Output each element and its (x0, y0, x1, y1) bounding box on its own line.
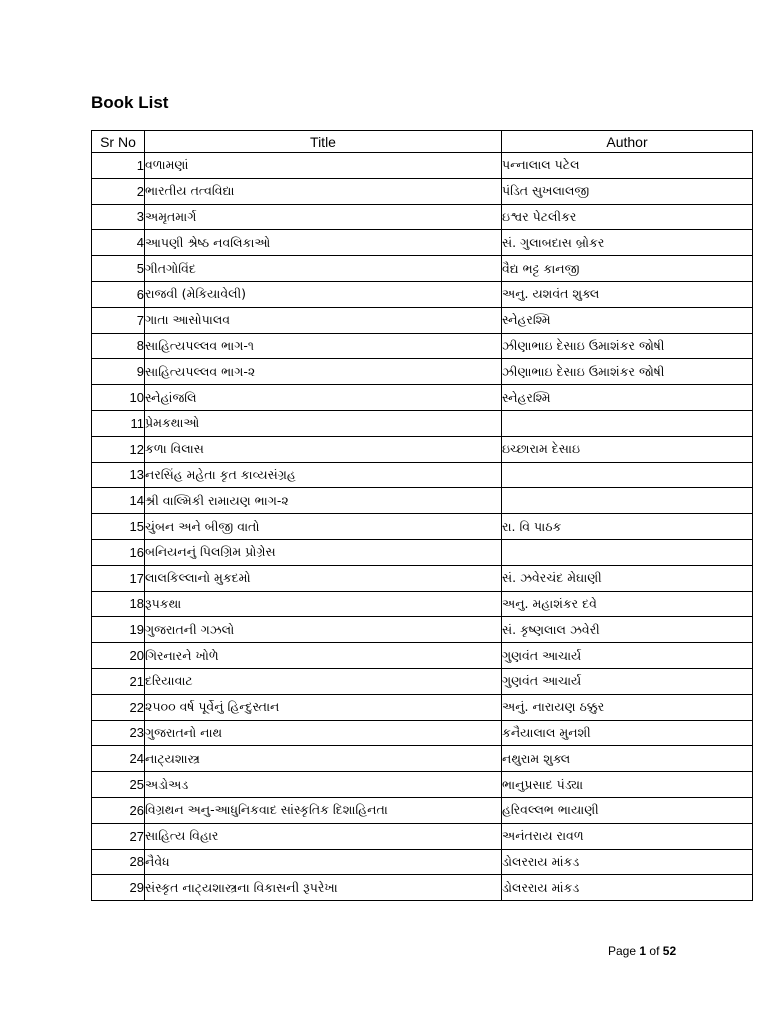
row-author: નથુરામ શુક્લ (502, 746, 753, 772)
row-title: લાલકિલ્લાનો મુકદમો (145, 565, 502, 591)
table-row (92, 797, 753, 823)
row-author: ડોલરરાય માંકડ (502, 875, 753, 901)
table-row (92, 153, 753, 179)
header-sr-no: Sr No (92, 131, 145, 153)
row-sr-no: 2 (92, 178, 145, 204)
row-sr-no: 12 (92, 436, 145, 462)
row-title: બનિયનનું પિલગ્રિમ પ્રોગ્રેસ (145, 539, 502, 565)
page-title: Book List (91, 93, 169, 112)
table-row (92, 668, 753, 694)
row-sr-no: 29 (92, 875, 145, 901)
row-sr-no: 5 (92, 256, 145, 282)
row-author: પન્નાલાલ પટેલ (502, 153, 753, 179)
table-row (92, 875, 753, 901)
table-row (92, 281, 753, 307)
row-author: કનૈયાલાલ મુનશી (502, 720, 753, 746)
row-sr-no: 10 (92, 385, 145, 411)
row-title: સાહિત્યપલ્લવ ભાગ-૧ (145, 333, 502, 359)
row-author: અનું. નારાયણ ઠક્કુર (502, 694, 753, 720)
table-row (92, 410, 753, 436)
row-sr-no: 15 (92, 514, 145, 540)
of-label: of (649, 944, 660, 958)
header-author: Author (502, 131, 753, 153)
table-row (92, 488, 753, 514)
table-row (92, 307, 753, 333)
row-sr-no: 22 (92, 694, 145, 720)
row-author: સ્નેહરશ્મિ (502, 307, 753, 333)
row-sr-no: 1 (92, 153, 145, 179)
row-author: અનુ. મહાશંકર દવે (502, 591, 753, 617)
row-title: અડોઅડ (145, 772, 502, 798)
row-sr-no: 26 (92, 797, 145, 823)
total-pages-number: 52 (662, 944, 677, 958)
row-sr-no: 7 (92, 307, 145, 333)
table-row (92, 565, 753, 591)
row-author (502, 488, 753, 514)
current-page-number: 1 (639, 944, 647, 958)
row-title: ગિરનારને ખોળે (145, 643, 502, 669)
table-row (92, 823, 753, 849)
row-author: વૈદ્ય ભટ્ટ કાનજી (502, 256, 753, 282)
table-row (92, 591, 753, 617)
row-sr-no: 17 (92, 565, 145, 591)
row-title: ગુજરાતનો નાથ (145, 720, 502, 746)
row-author: ગુણવંત આચાર્ય (502, 668, 753, 694)
row-author: ઝીણાભાઇ દેસાઇ ઉમાશંકર જોષી (502, 359, 753, 385)
row-title: ૨૫૦૦ વર્ષ પૂર્વેનું હિન્દુસ્તાન (145, 694, 502, 720)
row-author: ભાનુપ્રસાદ પંડ્યા (502, 772, 753, 798)
row-sr-no: 8 (92, 333, 145, 359)
row-title: નાટ્યશાસ્ત્ર (145, 746, 502, 772)
row-title: સાહિત્ય વિહાર (145, 823, 502, 849)
row-title: પ્રેમકથાઓ (145, 410, 502, 436)
row-sr-no: 11 (92, 410, 145, 436)
row-author (502, 410, 753, 436)
table-body (92, 153, 753, 901)
row-sr-no: 4 (92, 230, 145, 256)
row-sr-no: 6 (92, 281, 145, 307)
row-sr-no: 28 (92, 849, 145, 875)
table-row (92, 230, 753, 256)
row-sr-no: 9 (92, 359, 145, 385)
table-row (92, 514, 753, 540)
table-row (92, 462, 753, 488)
table-row (92, 256, 753, 282)
row-author: અનંતરાય રાવળ (502, 823, 753, 849)
row-title: કળા વિલાસ (145, 436, 502, 462)
row-title: અમૃતમાર્ગ (145, 204, 502, 230)
row-author: પંડિત સુખલાલજી (502, 178, 753, 204)
row-author (502, 539, 753, 565)
row-title: દરિયાવાટ (145, 668, 502, 694)
row-sr-no: 23 (92, 720, 145, 746)
table-row (92, 746, 753, 772)
row-title: શ્રી વાલ્મિકી રામાયણ ભાગ-૨ (145, 488, 502, 514)
row-sr-no: 24 (92, 746, 145, 772)
row-sr-no: 13 (92, 462, 145, 488)
table-row (92, 204, 753, 230)
table-row (92, 436, 753, 462)
table-header-row (92, 131, 753, 153)
row-title: સ્નેહાંજલિ (145, 385, 502, 411)
row-title: નરસિંહ મહેતા કૃત કાવ્યસંગ્રહ (145, 462, 502, 488)
row-sr-no: 16 (92, 539, 145, 565)
row-title: ગાતા આસોપાલવ (145, 307, 502, 333)
table-row (92, 720, 753, 746)
row-title: ગુજરાતની ગઝલો (145, 617, 502, 643)
row-author: સં. ઝવેરચંદ મેઘાણી (502, 565, 753, 591)
row-title: વિગ્રથન અનુ-આધુનિકવાદ સાંસ્કૃતિક દિશાહિનતા (145, 797, 502, 823)
table-row (92, 385, 753, 411)
row-author: રા. વિ પાઠક (502, 514, 753, 540)
row-sr-no: 21 (92, 668, 145, 694)
row-sr-no: 20 (92, 643, 145, 669)
row-title: રાજવી (મેકિયાવેલી) (145, 281, 502, 307)
table-row (92, 643, 753, 669)
table-row (92, 539, 753, 565)
row-author: ડોલરરાય માંકડ (502, 849, 753, 875)
row-title: સાહિત્યપલ્લવ ભાગ-૨ (145, 359, 502, 385)
book-list-table (91, 130, 753, 901)
page-label: Page (608, 944, 637, 958)
row-title: રૂપકથા (145, 591, 502, 617)
row-author: અનુ. યશવંત શુક્લ (502, 281, 753, 307)
row-author (502, 462, 753, 488)
table-row (92, 333, 753, 359)
table-row (92, 359, 753, 385)
row-author: હરિવલ્લભ ભાયાણી (502, 797, 753, 823)
row-author: ગુણવંત આચાર્ય (502, 643, 753, 669)
row-author: સં. કૃષ્ણલાલ ઝવેરી (502, 617, 753, 643)
table-row (92, 694, 753, 720)
row-title: આપણી શ્રેષ્ઠ નવલિકાઓ (145, 230, 502, 256)
row-title: સંસ્કૃત નાટ્યશાસ્ત્રના વિકાસની રૂપરેખા (145, 875, 502, 901)
row-sr-no: 3 (92, 204, 145, 230)
row-title: ચુંબન અને બીજી વાતો (145, 514, 502, 540)
table-row (92, 617, 753, 643)
table-row (92, 849, 753, 875)
page-footer (608, 944, 676, 958)
row-sr-no: 27 (92, 823, 145, 849)
row-sr-no: 14 (92, 488, 145, 514)
row-sr-no: 18 (92, 591, 145, 617)
row-author: સ્નેહરશ્મિ (502, 385, 753, 411)
row-title: નૈવેધ (145, 849, 502, 875)
row-title: વળામણાં (145, 153, 502, 179)
row-title: ગીતગોવિંદ (145, 256, 502, 282)
table-row (92, 178, 753, 204)
row-author: ઝીણાભાઇ દેસાઇ ઉમાશંકર જોષી (502, 333, 753, 359)
header-title: Title (145, 131, 502, 153)
table-row (92, 772, 753, 798)
row-author: ઇચ્છારામ દેસાઇ (502, 436, 753, 462)
row-author: સં. ગુલાબદાસ બ્રોકર (502, 230, 753, 256)
row-title: ભારતીય તત્વવિદ્યા (145, 178, 502, 204)
row-sr-no: 25 (92, 772, 145, 798)
row-sr-no: 19 (92, 617, 145, 643)
row-author: ઇશ્વર પેટલીકર (502, 204, 753, 230)
